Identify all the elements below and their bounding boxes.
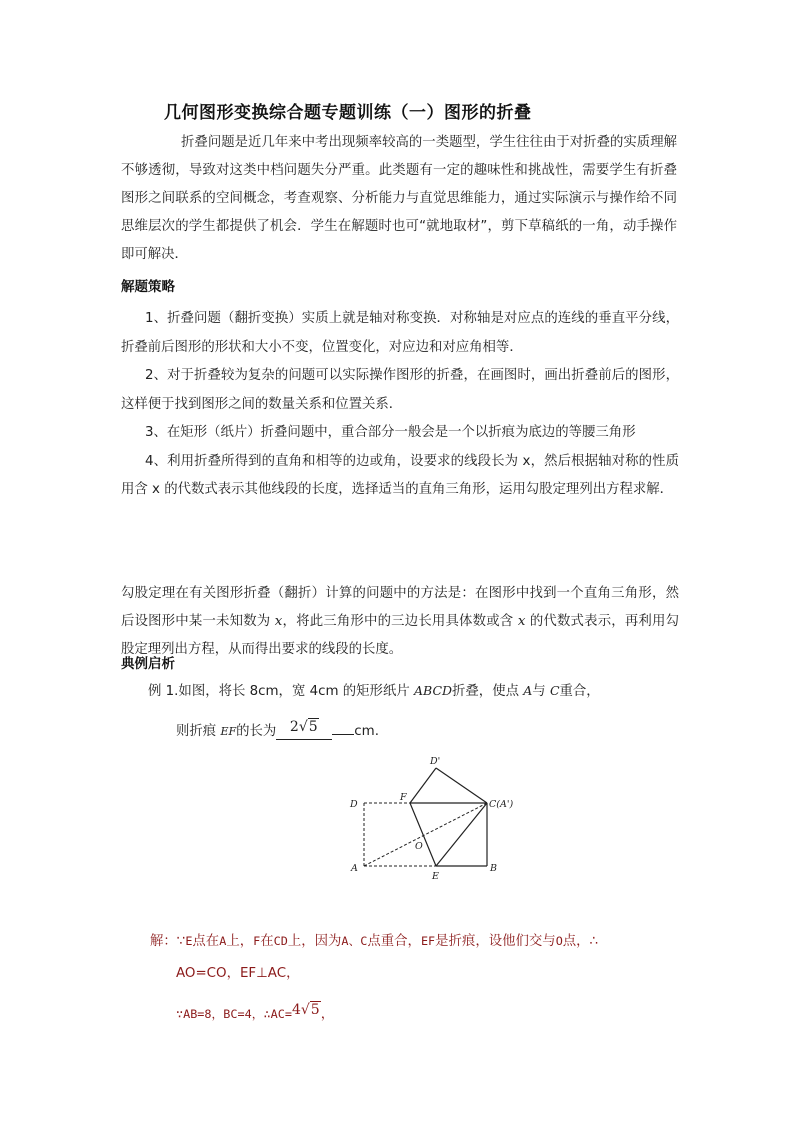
solution-ac-value: 4√5 <box>291 1002 320 1018</box>
point-a: A <box>523 683 533 698</box>
label-a: A <box>351 863 358 874</box>
solution-text: EF <box>420 934 436 948</box>
example-1-statement <box>148 680 600 699</box>
solution-text: 点在 <box>192 934 220 949</box>
label-d: D <box>350 799 358 810</box>
strategy-item-3: 3、在矩形（纸片）折叠问题中，重合部分一般会是一个以折痕为底边的等腰三角形 <box>145 425 636 440</box>
answer-unit: cm. <box>354 724 379 739</box>
dashed-diagonal-ac <box>364 803 487 866</box>
solution-text: 上，因为 <box>287 934 342 949</box>
folding-diagram-svg <box>344 750 522 884</box>
pythagoras-paragraph <box>121 580 679 664</box>
strategy-item-4: 4、利用折叠所得到的直角和相等的边或角，设要求的线段长为 x，然后根据轴对称的性质用含 x 的代数式表示其他线段的长度，选择适当的直角三角形，运用勾股定理列出方程求解． <box>121 453 679 497</box>
folding-figure <box>344 750 522 884</box>
pythagoras-text-2: ，将此三角形中的三边长用具体数或含 <box>282 614 518 629</box>
page-title: 几何图形变换综合题专题训练（一）图形的折叠 <box>164 103 532 123</box>
answer-text: 的长为 <box>236 724 277 739</box>
edge-fd-prime <box>410 768 436 803</box>
example-text: 例 1.如图，将长 8cm，宽 4cm 的矩形纸片 <box>148 684 414 699</box>
segment-ef: EF <box>220 725 237 738</box>
solution-text: 是折痕，设他们交与 <box>435 934 556 949</box>
example-text: 折叠，使点 <box>452 684 524 699</box>
solution-text: ∵ <box>176 934 186 949</box>
solution-label: 解： <box>150 934 177 949</box>
examples-heading: 典例启析 <box>121 656 175 672</box>
solution-text: 在 <box>260 934 274 949</box>
solution-text: 点，∴ <box>562 934 599 949</box>
example-text: 与 <box>532 684 550 699</box>
solution-text: A <box>219 934 227 948</box>
pythagoras-text-1: 勾股定理在有关图形折叠（翻折）计算的问题中的方法是：在图形中找到一个直角三角形，然后设图形中某一未知数为 <box>121 586 679 629</box>
answer-blank-tail <box>332 734 354 735</box>
example-1-answer-line <box>176 720 379 740</box>
solution-text: ， <box>320 1007 335 1022</box>
example-text: 重合， <box>559 684 600 699</box>
strategy-item-2: 2、对于折叠较为复杂的问题可以实际操作图形的折叠，在画图时，画出折叠前后的图形，这样便于找到图形之间的数量关系和位置关系． <box>121 368 679 412</box>
solution-line-2: AO=CO，EF⊥AC， <box>176 966 300 981</box>
answer-value: 2√5 <box>289 719 318 735</box>
intro-paragraph <box>121 129 677 269</box>
solution-text: E <box>185 934 193 948</box>
answer-text: 则折痕 <box>176 724 221 739</box>
crease-ef <box>410 803 436 866</box>
variable-x: x <box>274 614 283 629</box>
edge-ce <box>436 803 487 866</box>
answer-blank <box>276 719 332 740</box>
solution-text: A、C <box>341 934 368 948</box>
solution-text: CD <box>273 934 288 948</box>
label-f: F <box>400 792 407 803</box>
label-d-prime: D' <box>430 756 441 767</box>
solution-text: O <box>555 934 563 948</box>
solution-text: ∵AB=8，BC=4，∴AC= <box>176 1007 292 1021</box>
solution-text: F <box>253 934 261 948</box>
point-c: C <box>549 683 560 698</box>
solution-line-1 <box>150 930 598 949</box>
label-o: O <box>415 841 423 852</box>
label-b: B <box>490 863 497 874</box>
rect-name: ABCD <box>414 683 453 698</box>
label-c: C(A') <box>489 799 514 810</box>
solution-text: 上， <box>226 934 254 949</box>
label-e: E <box>432 871 439 882</box>
edge-d-prime-c <box>436 768 487 803</box>
strategy-heading: 解题策略 <box>121 279 175 295</box>
solution-line-3 <box>176 1003 334 1022</box>
strategy-item-1: 1、折叠问题（翻折变换）实质上就是轴对称变换．对称轴是对应点的连线的垂直平分线，折叠前后图形的形状和大小不变，位置变化，对应边和对应角相等． <box>121 311 679 355</box>
intro-text: 折叠问题是近几年来中考出现频率较高的一类题型，学生往往由于对折叠的实质理解不够透彻，导致对这类中档问题失分严重。此类题有一定的趣味性和挑战性，需要学生有折叠图形之间联系的空间概念，考查观察、分析能力与直觉思维能力，通过实际演示与操作给不同思维层次的学生都提供了机会．学生在解题时也可“就地取材”，剪下草稿纸的一角，动手操作即可解决． <box>121 135 677 262</box>
solution-text: 点重合， <box>367 934 421 949</box>
strategy-list <box>121 305 679 505</box>
pythagoras-text-3: 的代数式表示，再利用勾股定理列出方程，从而得出要求的线段的长度。 <box>121 614 679 657</box>
variable-x: x <box>517 614 526 629</box>
